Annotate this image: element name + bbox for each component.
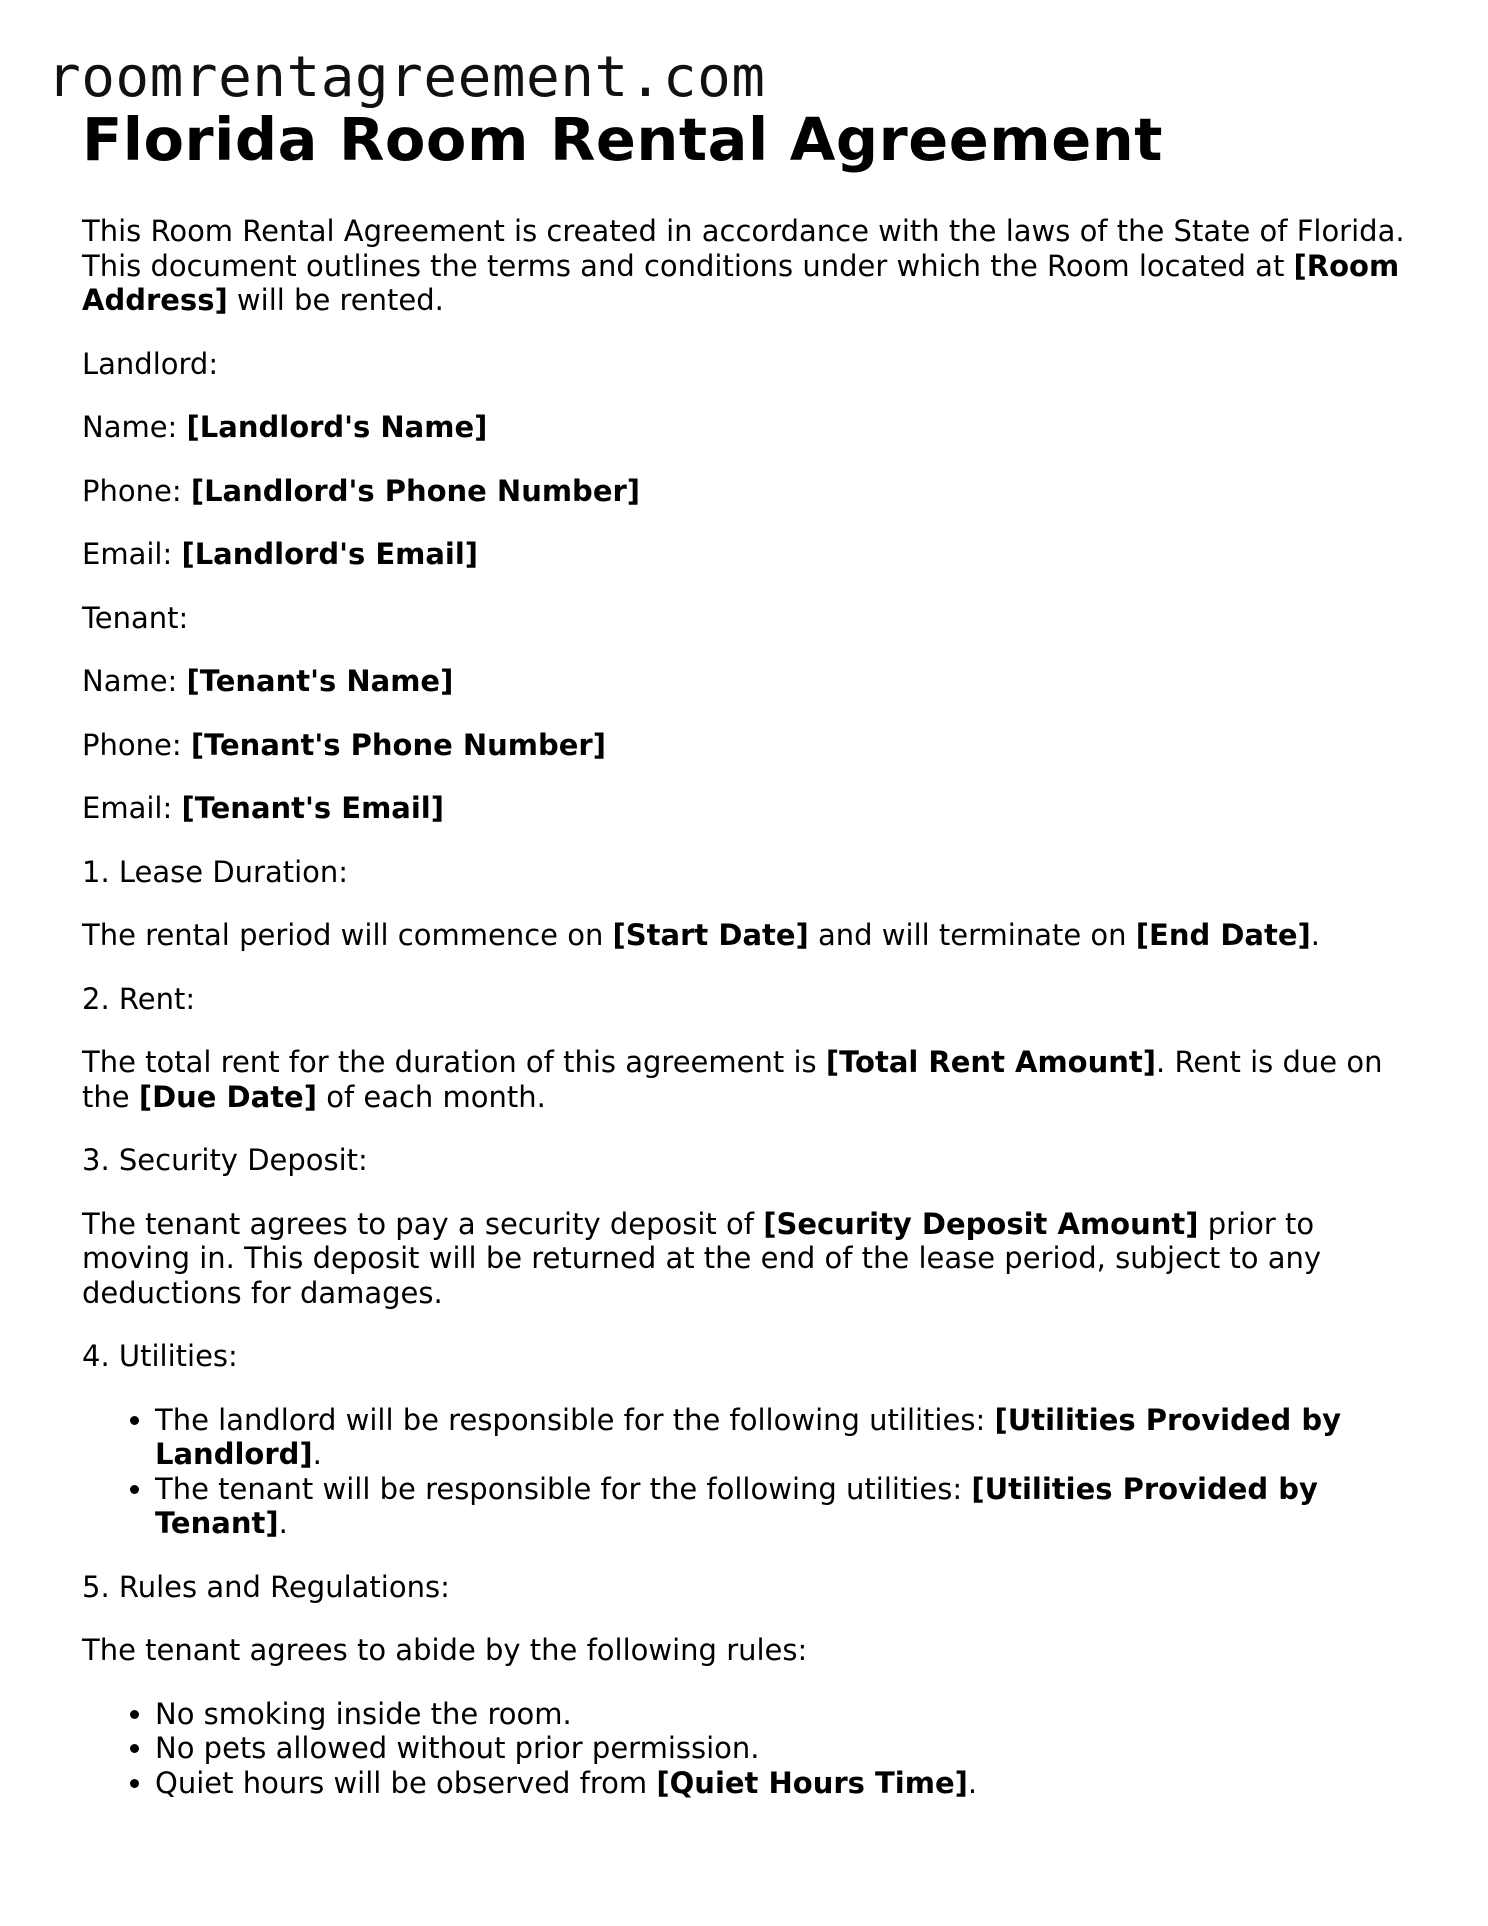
start-date-placeholder: [Start Date] — [612, 918, 809, 952]
tenant-name-line — [82, 664, 1412, 699]
section-1-heading: 1. Lease Duration: — [82, 854, 349, 889]
section-2-heading: 2. Rent: — [82, 981, 196, 1016]
section-1-text-part: and will terminate on — [808, 918, 1136, 952]
document-body — [82, 214, 1412, 1800]
utilities-landlord-text: The landlord will be responsible for the following utilities: — [155, 1402, 995, 1437]
section-1-text-part: . — [1310, 918, 1320, 952]
list-item: • No pets allowed without prior permission. — [155, 1731, 1412, 1766]
list-item: • No smoking inside the room. — [155, 1697, 1412, 1732]
landlord-phone-placeholder: [Landlord's Phone Number] — [190, 473, 641, 508]
document — [82, 100, 1412, 1829]
utilities-list — [82, 1403, 1412, 1541]
landlord-heading: Landlord: — [82, 346, 219, 381]
section-2-text-part: . Rent is due on the — [82, 1045, 1383, 1114]
section-2-text-part: of each month. — [316, 1079, 546, 1114]
tenant-name-placeholder: [Tenant's Name] — [186, 664, 454, 698]
list-item — [155, 1766, 1412, 1801]
list-item-end: . — [967, 1765, 978, 1800]
landlord-name-label: Name: — [82, 410, 187, 444]
section-3-text-part: The tenant agrees to pay a security deposit of — [82, 1206, 764, 1241]
tenant-email-line — [82, 791, 1412, 826]
tenant-phone-line — [82, 728, 1412, 763]
list-item — [155, 1472, 1412, 1541]
page-title: Florida Room Rental Agreement — [82, 105, 1163, 174]
section-3-heading: 3. Security Deposit: — [82, 1143, 368, 1177]
utilities-tenant-placeholder: [Utilities Provided by Tenant] — [155, 1471, 1318, 1540]
section-5-intro: The tenant agrees to abide by the following rules: — [82, 1633, 808, 1667]
room-address-placeholder: [Room Address] — [82, 248, 1400, 317]
section-1-text-part: The rental period will commence on — [82, 918, 613, 952]
list-item-end: . — [278, 1506, 288, 1540]
tenant-heading: Tenant: — [82, 600, 189, 635]
site-watermark: roomrentagreement.com — [47, 45, 766, 110]
security-deposit-placeholder: [Security Deposit Amount] — [763, 1206, 1199, 1241]
section-1-text — [82, 918, 1412, 953]
end-date-placeholder: [End Date] — [1135, 918, 1311, 952]
landlord-name-placeholder: [Landlord's Name] — [186, 410, 488, 444]
section-2-text-part: The total rent for the duration of this agreement is — [82, 1045, 826, 1079]
section-4-heading: 4. Utilities: — [82, 1339, 238, 1373]
section-3-text — [82, 1207, 1412, 1311]
quiet-hours-placeholder: [Quiet Hours Time] — [656, 1765, 968, 1800]
due-date-placeholder: [Due Date] — [138, 1079, 317, 1114]
tenant-name-label: Name: — [82, 664, 187, 698]
landlord-phone-line — [82, 474, 1412, 509]
section-3-text-part: prior to moving in. This deposit will be returned at the end of the lease period, subject to any deductions for damages. — [82, 1206, 1322, 1310]
intro-text: This Room Rental Agreement is created in accordance with the laws of the State of Florida. This document outlines the terms and conditions under which the Room located at — [82, 214, 1405, 283]
section-2-text — [82, 1045, 1412, 1114]
intro-paragraph — [82, 214, 1412, 318]
tenant-phone-placeholder: [Tenant's Phone Number] — [190, 727, 606, 762]
rules-list — [82, 1697, 1412, 1801]
landlord-name-line — [82, 410, 1412, 445]
section-5-heading: 5. Rules and Regulations: — [82, 1569, 450, 1604]
quiet-hours-text: Quiet hours will be observed from — [155, 1765, 657, 1800]
landlord-email-placeholder: [Landlord's Email] — [181, 537, 479, 571]
landlord-email-label: Email: — [82, 537, 182, 571]
utilities-landlord-placeholder: [Utilities Provided by Landlord] — [155, 1402, 1342, 1471]
tenant-phone-label: Phone: — [82, 727, 191, 762]
utilities-tenant-text: The tenant will be responsible for the following utilities: — [155, 1471, 972, 1506]
list-item-end: . — [312, 1437, 322, 1471]
landlord-email-line — [82, 537, 1412, 572]
total-rent-placeholder: [Total Rent Amount] — [825, 1045, 1157, 1079]
tenant-email-label: Email: — [82, 791, 182, 825]
intro-text-end: will be rented. — [227, 283, 444, 317]
tenant-email-placeholder: [Tenant's Email] — [181, 791, 444, 825]
landlord-phone-label: Phone: — [82, 473, 191, 508]
list-item — [155, 1403, 1412, 1472]
